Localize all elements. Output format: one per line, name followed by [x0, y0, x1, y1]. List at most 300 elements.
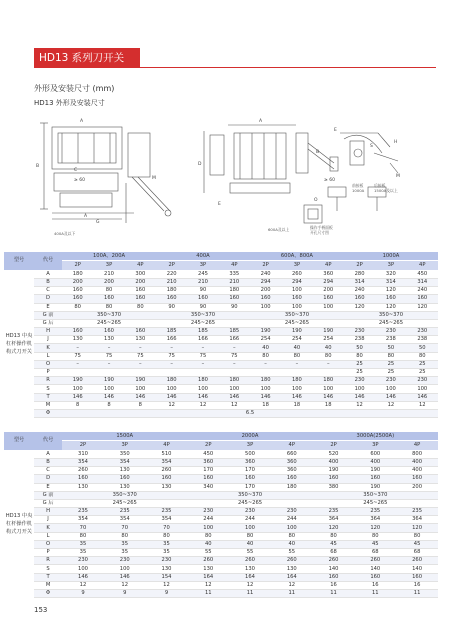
svg-text:≥ 60: ≥ 60	[74, 178, 85, 183]
pole-header: 2P	[156, 261, 187, 270]
pole-header: 2P	[62, 261, 93, 270]
table-row	[4, 311, 438, 319]
dimension-value: –	[125, 344, 156, 352]
dimension-value: 11	[396, 589, 438, 597]
dimension-value: 235	[146, 508, 188, 516]
dimension-value: 12	[62, 581, 104, 589]
dimension-value: 100	[229, 524, 271, 532]
pole-header: 3P	[281, 261, 312, 270]
dimension-value: 180	[219, 377, 250, 385]
pole-header: 4P	[146, 441, 188, 450]
table-row	[4, 475, 438, 483]
dimension-value: 70	[104, 524, 146, 532]
dimension-value: 80	[93, 287, 124, 295]
table-row	[4, 581, 438, 589]
dimension-value: 75	[156, 352, 187, 360]
dimension-code: B	[34, 278, 62, 286]
rating-group-header: 1500A	[62, 432, 187, 441]
dimension-value: 120	[396, 524, 438, 532]
dimension-value: 160	[93, 295, 124, 303]
col-header-code: 代号	[34, 432, 62, 450]
dimension-value: 260	[229, 557, 271, 565]
dimension-value: 354	[104, 516, 146, 524]
page-number: 153	[34, 606, 48, 614]
dimension-value: 260	[146, 467, 188, 475]
dimension-value: 190	[313, 328, 344, 336]
dimension-value: 500	[229, 450, 271, 458]
dimension-value: 146	[156, 393, 187, 401]
pole-header: 2P	[250, 261, 281, 270]
dimension-value: 100	[219, 385, 250, 393]
dimension-value	[156, 369, 187, 377]
dimension-value: 100	[250, 303, 281, 311]
dimension-value: 160	[93, 328, 124, 336]
dimension-value: 260	[313, 557, 355, 565]
dimension-value: 164	[229, 573, 271, 581]
table-row	[4, 499, 438, 507]
dimension-code: M	[34, 581, 62, 589]
svg-text:1500A及以上: 1500A及以上	[374, 188, 398, 193]
dimension-value: 80	[375, 352, 406, 360]
dimension-value: 100	[281, 287, 312, 295]
dimension-value: 55	[271, 549, 313, 557]
dimension-value: 130	[229, 565, 271, 573]
dimension-value: 280	[344, 270, 375, 278]
dimension-value: 100	[187, 385, 218, 393]
dimension-value: 235	[62, 508, 104, 516]
dimension-value: 146	[62, 393, 93, 401]
dimension-value: 340	[187, 483, 229, 491]
dimension-value: 160	[125, 328, 156, 336]
table-row	[4, 336, 438, 344]
dimension-value: 100	[313, 385, 344, 393]
dimension-value: 25	[344, 360, 375, 368]
dimension-value: 35	[104, 549, 146, 557]
dimension-value: 50	[344, 344, 375, 352]
table-row	[4, 540, 438, 548]
table-row	[4, 393, 438, 401]
rating-group-header: 400A	[156, 252, 250, 261]
table-row	[4, 589, 438, 597]
dimension-value: 16	[313, 581, 355, 589]
model-name-cell: HD13 中央杠杆操作机构式刀开关	[4, 270, 34, 417]
dimension-value: 300	[125, 270, 156, 278]
dimension-code: J	[34, 516, 62, 524]
svg-text:400A及以下: 400A及以下	[54, 231, 76, 236]
table-row	[4, 303, 438, 311]
dimension-value: 45	[313, 540, 355, 548]
dimension-value: 25	[375, 360, 406, 368]
dimension-value: 40	[313, 344, 344, 352]
dimension-code: M	[34, 401, 62, 409]
dimension-code: E	[34, 483, 62, 491]
dimension-range: 245~265	[156, 319, 250, 327]
table-row	[4, 401, 438, 409]
table-row	[4, 458, 438, 466]
dimension-value: 146	[281, 393, 312, 401]
dimension-code: P	[34, 549, 62, 557]
pole-header: 2P	[344, 261, 375, 270]
table-row	[4, 352, 438, 360]
dimension-value: –	[281, 360, 312, 368]
dimension-value: 6.5	[62, 409, 438, 417]
dimension-value: 230	[146, 557, 188, 565]
dimension-value: –	[219, 344, 250, 352]
dimension-value: 364	[313, 516, 355, 524]
dimension-value: 260	[281, 270, 312, 278]
dimension-value: 235	[313, 508, 355, 516]
dimension-value: 230	[187, 508, 229, 516]
dimension-value: 12	[344, 401, 375, 409]
dimension-value: 160	[271, 475, 313, 483]
dimension-value: 16	[354, 581, 396, 589]
dimension-value: 146	[250, 393, 281, 401]
pole-header: 4P	[219, 261, 250, 270]
svg-text:B: B	[36, 164, 40, 169]
dimension-value: 200	[313, 287, 344, 295]
pole-header: 4P	[407, 261, 438, 270]
dimension-value: 235	[104, 508, 146, 516]
dimension-value: 80	[344, 352, 375, 360]
dimension-value: 164	[187, 573, 229, 581]
dimension-value: 364	[354, 516, 396, 524]
svg-text:S: S	[370, 144, 373, 149]
dimension-value: 450	[407, 270, 438, 278]
dimension-value: 170	[229, 467, 271, 475]
dimension-code: T	[34, 573, 62, 581]
dimension-value: 244	[187, 516, 229, 524]
dimension-range: 350~370	[250, 311, 344, 319]
dimension-value: 160	[354, 475, 396, 483]
dimension-value: 238	[407, 336, 438, 344]
dimension-value: 600	[354, 450, 396, 458]
dimension-value: 35	[104, 540, 146, 548]
dimension-value: 130	[146, 565, 188, 573]
dimension-value: 154	[146, 573, 188, 581]
table-row	[4, 516, 438, 524]
table-row	[4, 278, 438, 286]
dimension-code: R	[34, 557, 62, 565]
dimension-value: 254	[313, 336, 344, 344]
table-row	[4, 532, 438, 540]
dimension-value: 254	[281, 336, 312, 344]
dimension-value: 360	[313, 270, 344, 278]
dimension-value: 160	[156, 295, 187, 303]
dimension-range: 350~370	[62, 311, 156, 319]
dimension-value: 660	[271, 450, 313, 458]
dimension-value: 260	[62, 467, 104, 475]
dimension-value: 235	[354, 508, 396, 516]
dimension-code: D	[34, 295, 62, 303]
dimension-value: 230	[375, 377, 406, 385]
svg-text:B: B	[316, 150, 320, 155]
dimension-value: 254	[250, 336, 281, 344]
dimension-value: 35	[62, 540, 104, 548]
dimension-value: 230	[407, 328, 438, 336]
dimension-value: 360	[271, 458, 313, 466]
dimension-value: 146	[125, 393, 156, 401]
table-row	[4, 369, 438, 377]
svg-text:600A及以上: 600A及以上	[268, 227, 290, 232]
dimension-code: B	[34, 458, 62, 466]
dimension-value: 190	[62, 377, 93, 385]
dimension-value: 80	[354, 532, 396, 540]
dimension-value: 400	[354, 458, 396, 466]
dimension-range: 245~265	[187, 499, 312, 507]
dimension-value: 238	[344, 336, 375, 344]
dimension-value: 210	[156, 278, 187, 286]
dimension-value	[93, 369, 124, 377]
dimension-value: 80	[62, 303, 93, 311]
dimension-value: –	[219, 360, 250, 368]
svg-text:前接板: 前接板	[352, 183, 364, 188]
dimension-value: 68	[354, 549, 396, 557]
table-row	[4, 491, 438, 499]
dimension-value: 160	[62, 287, 93, 295]
dimension-code: G 后	[34, 499, 62, 507]
table-row	[4, 557, 438, 565]
svg-text:后接板: 后接板	[374, 183, 386, 188]
dimension-value: 9	[146, 589, 188, 597]
dimension-value: 12	[219, 401, 250, 409]
dimension-value: –	[62, 344, 93, 352]
dimension-value: 120	[407, 303, 438, 311]
pole-header: 3P	[375, 261, 406, 270]
dimension-value: 25	[407, 369, 438, 377]
dimension-code: A	[34, 270, 62, 278]
dimension-value: 230	[407, 377, 438, 385]
dimension-value: 80	[125, 303, 156, 311]
dimension-value: –	[187, 344, 218, 352]
dimension-value: 25	[344, 369, 375, 377]
dimension-value: 130	[146, 483, 188, 491]
table-row	[4, 549, 438, 557]
dimension-value: 80	[271, 532, 313, 540]
table-row	[4, 483, 438, 491]
dimension-value: 68	[313, 549, 355, 557]
dimension-value: 190	[313, 467, 355, 475]
dimension-value: 190	[354, 483, 396, 491]
dimension-code: O	[34, 540, 62, 548]
dimension-value: 140	[354, 565, 396, 573]
dimension-value: 160	[313, 295, 344, 303]
dimension-value: 80	[396, 532, 438, 540]
svg-text:O: O	[314, 198, 318, 203]
dimension-value: 12	[104, 581, 146, 589]
dimension-value: 364	[396, 516, 438, 524]
dimension-value: –	[156, 344, 187, 352]
dimension-value: 190	[93, 377, 124, 385]
dimension-value: 9	[104, 589, 146, 597]
table-row	[4, 377, 438, 385]
dimension-value: 240	[344, 287, 375, 295]
pole-header: 3P	[93, 261, 124, 270]
dimension-value: 55	[229, 549, 271, 557]
dimension-value: 294	[313, 278, 344, 286]
dimension-value: 230	[344, 377, 375, 385]
dimension-value: 18	[250, 401, 281, 409]
pole-header: 3P	[354, 441, 396, 450]
dimension-value: 160	[187, 295, 218, 303]
dimension-value: 160	[125, 287, 156, 295]
dimension-code: C	[34, 467, 62, 475]
dimension-value: 510	[146, 450, 188, 458]
table-row	[4, 319, 438, 327]
dimension-code: K	[34, 524, 62, 532]
dimension-value: 240	[250, 270, 281, 278]
dimension-value: –	[187, 360, 218, 368]
rating-group-header: 3000A(2500A)	[313, 432, 438, 441]
banner-rule	[140, 67, 436, 68]
dimension-value: 130	[104, 467, 146, 475]
dimension-value: 185	[156, 328, 187, 336]
dimension-code: G 前	[34, 491, 62, 499]
dimension-value: 350	[104, 450, 146, 458]
dimension-value: 190	[250, 328, 281, 336]
dimension-value: 100	[62, 385, 93, 393]
dimension-value: –	[62, 360, 93, 368]
dimension-value: 360	[271, 467, 313, 475]
dimension-value	[219, 369, 250, 377]
dimension-value: 230	[271, 508, 313, 516]
dimension-value: 160	[187, 475, 229, 483]
col-header-code: 代号	[34, 252, 62, 270]
table-row	[4, 295, 438, 303]
dimension-value: 190	[281, 328, 312, 336]
dimension-value: 310	[62, 450, 104, 458]
dimension-value: 80	[407, 352, 438, 360]
rating-group-header: 1000A	[344, 252, 438, 261]
dimension-value: 146	[344, 393, 375, 401]
table-row	[4, 467, 438, 475]
dimension-value: 18	[281, 401, 312, 409]
dimension-value: 354	[62, 516, 104, 524]
svg-text:M: M	[396, 174, 400, 179]
dimension-value: 160	[396, 475, 438, 483]
dimension-value: 90	[219, 303, 250, 311]
dimension-value: 80	[229, 532, 271, 540]
dimension-value: 360	[187, 458, 229, 466]
dimension-value: 40	[187, 540, 229, 548]
dimension-value: 12	[407, 401, 438, 409]
dimension-value: 100	[125, 385, 156, 393]
pole-header: 4P	[313, 261, 344, 270]
dimension-value: 190	[354, 467, 396, 475]
dimension-value: 12	[187, 581, 229, 589]
dimension-value: 230	[344, 328, 375, 336]
dimension-value: 180	[250, 377, 281, 385]
table-row	[4, 508, 438, 516]
dimension-value: 260	[396, 557, 438, 565]
dimension-value: 140	[313, 565, 355, 573]
dimension-value: 210	[219, 278, 250, 286]
dimension-value: 180	[271, 483, 313, 491]
pole-header: 3P	[104, 441, 146, 450]
dimension-code: K	[34, 344, 62, 352]
dimension-value: 400	[396, 467, 438, 475]
pole-header: 3P	[187, 261, 218, 270]
dimension-value: –	[156, 360, 187, 368]
dimension-value: 170	[187, 467, 229, 475]
dimension-value: 11	[187, 589, 229, 597]
dimension-range: 350~370	[62, 491, 187, 499]
table-row	[4, 328, 438, 336]
dimension-value: 210	[187, 278, 218, 286]
dimension-value: 800	[396, 450, 438, 458]
table-row	[4, 565, 438, 573]
dimension-value	[125, 369, 156, 377]
dimension-value: 100	[344, 385, 375, 393]
dimension-value: 40	[281, 344, 312, 352]
dimension-range: 245~265	[62, 319, 156, 327]
dimension-value: 400	[396, 458, 438, 466]
dimension-value: 80	[313, 352, 344, 360]
dimension-value: 160	[250, 295, 281, 303]
dimension-value: 146	[104, 573, 146, 581]
dimension-value: 35	[146, 549, 188, 557]
svg-text:A: A	[84, 214, 88, 219]
dimension-value: 100	[62, 565, 104, 573]
dimension-range: 350~370	[344, 311, 438, 319]
dimension-code: H	[34, 508, 62, 516]
dimension-value: 11	[354, 589, 396, 597]
dimension-value: 11	[271, 589, 313, 597]
dimension-value: 400	[313, 458, 355, 466]
dimension-code: L	[34, 532, 62, 540]
dimension-range: 350~370	[313, 491, 438, 499]
section-banner: HD13 系列刀开关	[34, 48, 140, 68]
dimension-value: 90	[187, 287, 218, 295]
dimension-value: 160	[313, 573, 355, 581]
dimension-value: 180	[187, 377, 218, 385]
col-header-type: 型号	[4, 252, 34, 270]
dimension-value: 294	[250, 278, 281, 286]
dimension-value: 9	[62, 589, 104, 597]
dimension-value: 120	[344, 303, 375, 311]
dimension-value: 146	[407, 393, 438, 401]
dimension-value: 245	[187, 270, 218, 278]
svg-text:操作手柄面板: 操作手柄面板	[310, 225, 333, 230]
dimension-value: 75	[62, 352, 93, 360]
rating-group-header: 600A、800A	[250, 252, 344, 261]
svg-text:M: M	[152, 176, 156, 181]
dimension-value: 314	[407, 278, 438, 286]
dimension-value: 160	[229, 475, 271, 483]
dimension-value: 146	[62, 573, 104, 581]
dimension-value: 244	[229, 516, 271, 524]
dimension-value: 120	[375, 303, 406, 311]
dimension-value: 160	[313, 475, 355, 483]
section-title: 外形及安装尺寸 (mm)	[34, 84, 115, 93]
rating-group-header: 100A、200A	[62, 252, 156, 261]
dimension-value: 100	[281, 385, 312, 393]
dimension-code: R	[34, 377, 62, 385]
dimension-value: 160	[407, 295, 438, 303]
dimension-value: 130	[62, 483, 104, 491]
table-row	[4, 524, 438, 532]
dimension-value: 100	[250, 385, 281, 393]
dimension-value: 185	[187, 328, 218, 336]
dimension-value: 8	[125, 401, 156, 409]
dimension-value: 230	[229, 508, 271, 516]
dimension-value: 130	[125, 336, 156, 344]
dimension-value: 130	[271, 565, 313, 573]
dimension-code: J	[34, 336, 62, 344]
dimension-value: 75	[187, 352, 218, 360]
dimension-value: 100	[187, 524, 229, 532]
pole-header: 2P	[62, 441, 104, 450]
dimension-value: 80	[93, 303, 124, 311]
